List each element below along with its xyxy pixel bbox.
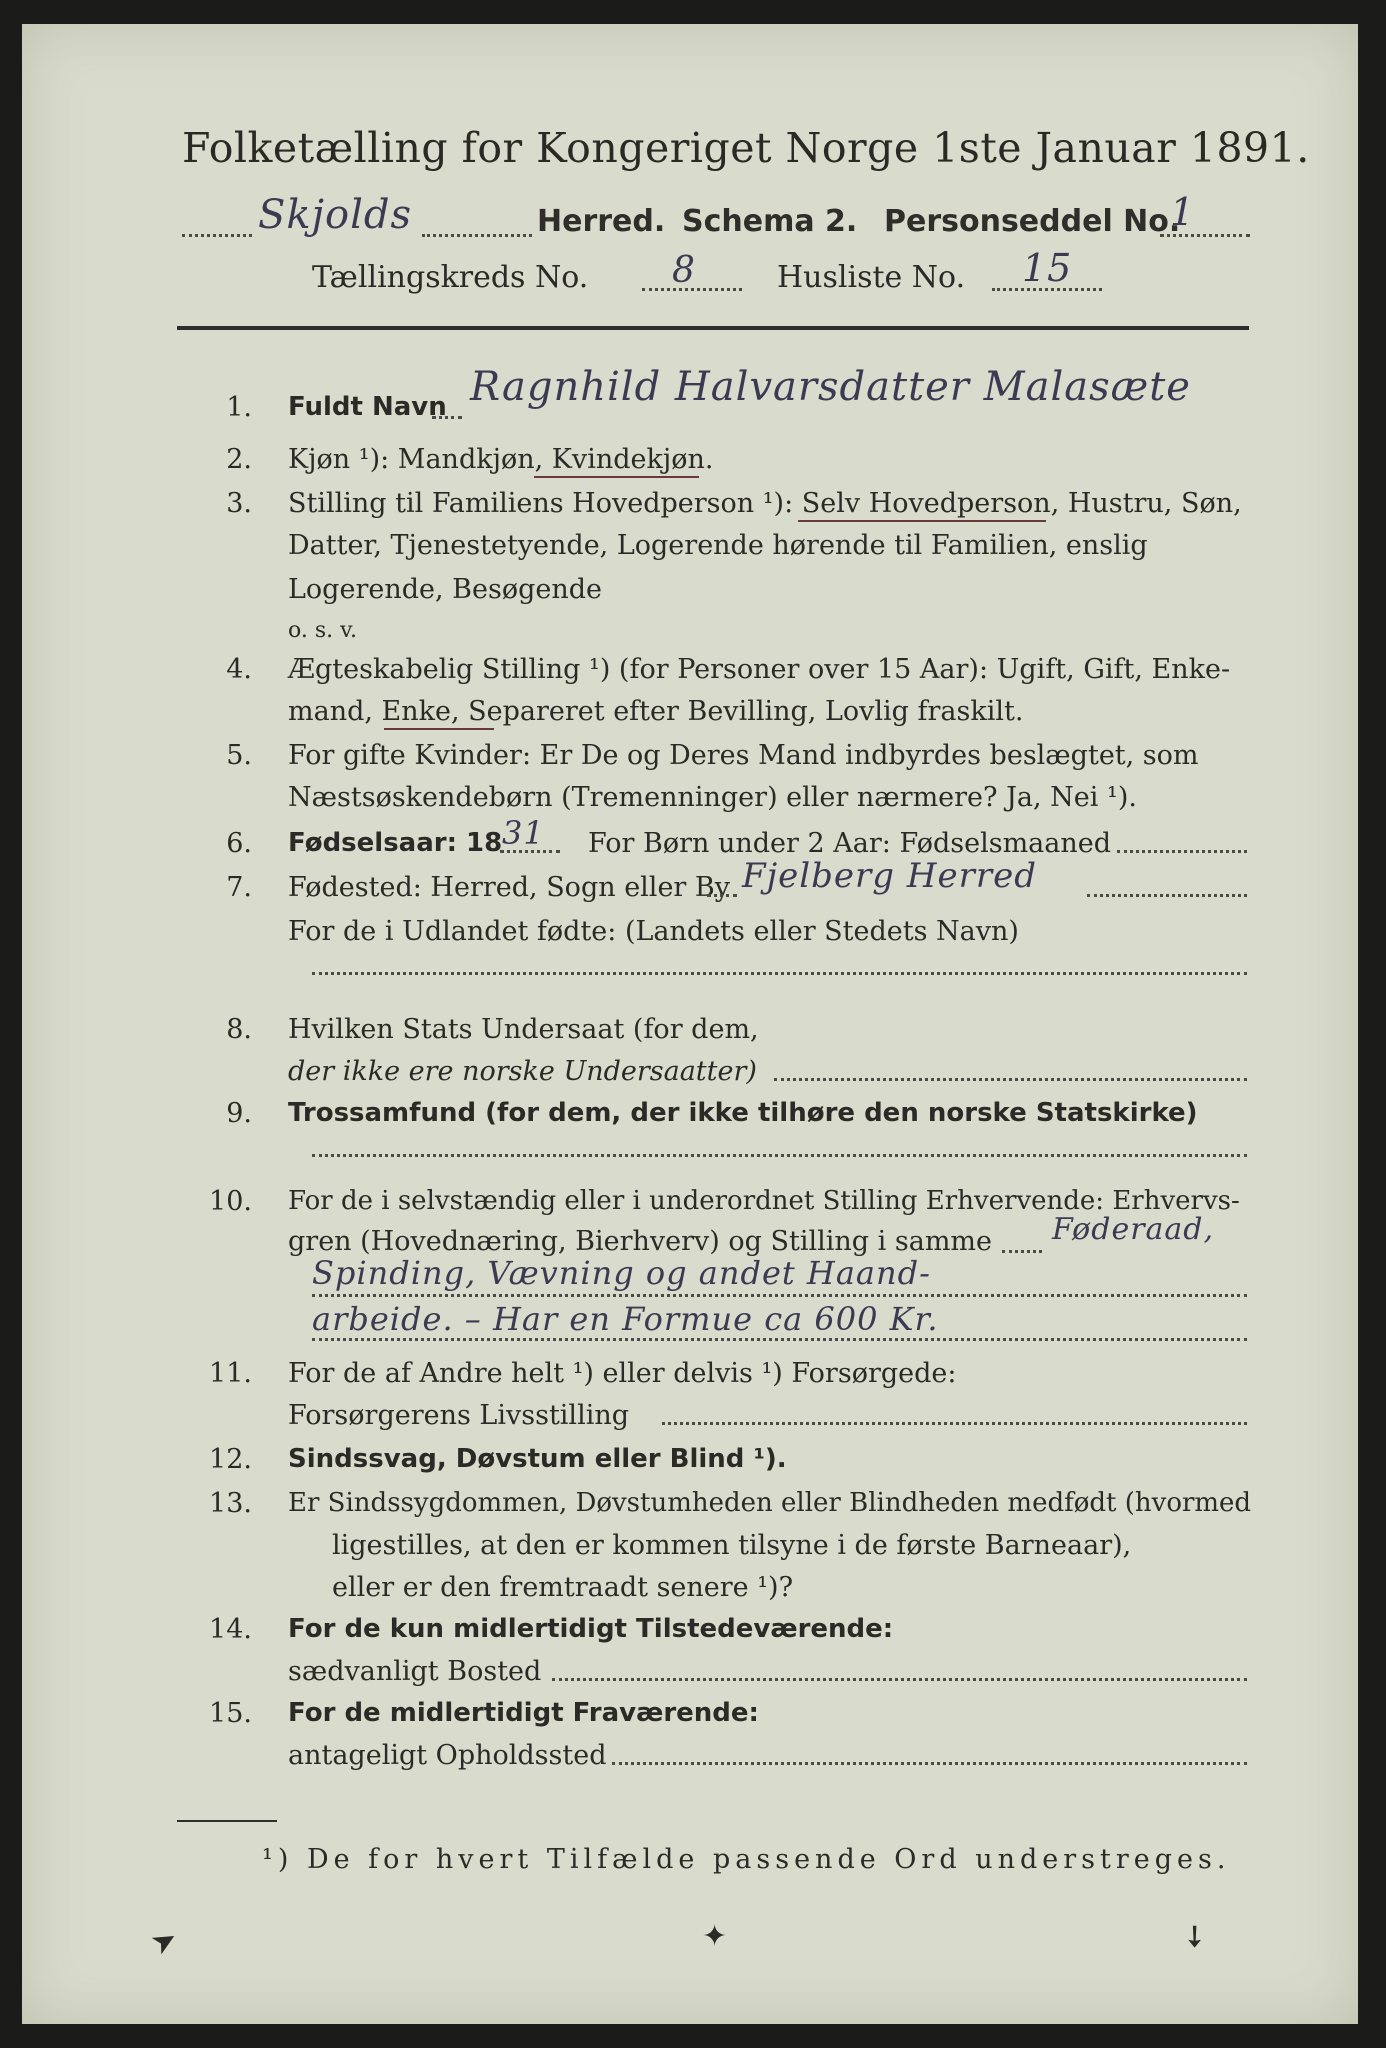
opholdssted-dotted-line xyxy=(612,1762,1247,1765)
item-label-kjon: Kjøn ¹): Mandkjøn, Kvindekjøn. xyxy=(288,444,714,475)
item-number: 7. xyxy=(226,872,252,903)
header-rule xyxy=(177,326,1249,330)
item-10-line-2: gren (Hovednæring, Bierhverv) og Stilling i samme xyxy=(288,1226,993,1257)
erhverv-dotted-line-3 xyxy=(312,1338,1247,1341)
footnote-rule xyxy=(177,1820,277,1822)
birth-year-dotted-line xyxy=(500,850,560,853)
item-label-gifte-kvinder: For gifte Kvinder: Er De og Deres Mand indbyrdes beslægtet, som xyxy=(288,740,1199,771)
fodested-dotted-line-2 xyxy=(1087,894,1247,897)
kreds-label: Tællingskreds No. xyxy=(312,260,589,295)
item-label-medfodt: Er Sindssygdommen, Døvstumheden eller Blindheden medfødt (hvormed xyxy=(288,1488,1252,1518)
personseddel-label: Personseddel No. xyxy=(884,204,1181,239)
item-label-erhverv: For de i selvstændig eller i underordnet Stilling Erhvervende: Erhvervs- xyxy=(288,1186,1240,1216)
item-4-line-2: mand, Enke, Separeret efter Bevilling, Lovlig fraskilt. xyxy=(288,696,1024,727)
fodested-answer-handwritten: Fjelberg Herred xyxy=(742,856,1038,896)
name-answer-handwritten: Ragnhild Halvarsdatter Malasæte xyxy=(470,364,1191,410)
selv-hovedperson-underline xyxy=(798,520,1046,522)
herred-name-handwritten: Skjolds xyxy=(258,192,413,238)
item-13-line-3: eller er den fremtraadt senere ¹)? xyxy=(332,1572,794,1603)
item-3-line-4: o. s. v. xyxy=(288,618,357,643)
item-5-line-2: Næstsøskendebørn (Tremenninger) eller nærmere? Ja, Nei ¹). xyxy=(288,782,1137,813)
fodselsmaaned-dotted-line xyxy=(1117,850,1247,853)
form-title: Folketælling for Kongeriget Norge 1ste Januar 1891. xyxy=(182,124,1310,172)
margin-mark-left: ➤ xyxy=(144,1920,185,1963)
erhverv-dotted-line-2 xyxy=(312,1294,1247,1297)
item-number: 10. xyxy=(209,1186,252,1217)
item-number: 4. xyxy=(226,654,252,685)
kreds-number: 8 xyxy=(672,250,696,291)
item-3-line-3: Logerende, Besøgende xyxy=(288,574,602,605)
birth-year-answer: 31 xyxy=(502,814,545,852)
trossamfund-dotted-line xyxy=(312,1154,1247,1157)
husliste-label: Husliste No. xyxy=(777,260,966,295)
item-label-stilling: Stilling til Familiens Hovedperson ¹): Selv Hovedperson, Hustru, Søn, xyxy=(288,488,1242,519)
item-label-forsorgede: For de af Andre helt ¹) eller delvis ¹) Forsørgede: xyxy=(288,1358,957,1389)
census-form-sheet xyxy=(22,24,1358,2024)
erhverv-answer-line-3: arbeide. – Har en Formue ca 600 Kr. xyxy=(312,1300,939,1338)
husliste-dotted-line xyxy=(992,288,1102,291)
item-15-line-2: antageligt Opholdssted xyxy=(288,1740,607,1771)
item-number: 3. xyxy=(226,488,252,519)
item-number: 9. xyxy=(226,1098,252,1129)
item-number: 1. xyxy=(226,392,252,423)
item-number: 14. xyxy=(209,1614,252,1645)
husliste-number: 15 xyxy=(1022,246,1073,290)
item-label-trossamfund: Trossamfund (for dem, der ikke tilhøre den norske Statskirke) xyxy=(288,1098,1198,1128)
item-label-fravaerende: For de midlertidigt Fraværende: xyxy=(288,1698,759,1728)
enke-underline xyxy=(384,728,494,730)
kreds-dotted-line xyxy=(642,288,742,291)
herred-dotted-line-2 xyxy=(422,234,532,237)
item-label-fodselsmaaned: For Børn under 2 Aar: Fødselsmaaned xyxy=(588,828,1112,859)
item-label-tilstedevaerende: For de kun midlertidigt Tilstedeværende: xyxy=(288,1614,894,1644)
personseddel-number: 1 xyxy=(1170,190,1196,234)
item-11-line-2: Forsørgerens Livsstilling xyxy=(288,1400,630,1431)
footnote: ¹) De for hvert Tilfælde passende Ord understreges. xyxy=(262,1844,1231,1875)
personseddel-dotted-line xyxy=(1160,234,1250,237)
erhverv-answer-line-1: Føderaad, xyxy=(1052,1212,1215,1247)
herred-label: Herred. xyxy=(537,204,666,239)
item-8-line-2: der ikke ere norske Undersaatter) xyxy=(288,1056,757,1087)
erhverv-dotted-line xyxy=(1002,1250,1042,1253)
item-number: 11. xyxy=(209,1358,252,1389)
schema-label: Schema 2. xyxy=(682,204,858,239)
item-number: 15. xyxy=(209,1698,252,1729)
margin-mark-center: ✦ xyxy=(702,1919,728,1954)
item-7-line-2: For de i Udlandet fødte: (Landets eller Stedets Navn) xyxy=(288,916,1019,947)
item-number: 13. xyxy=(209,1488,252,1519)
kvindekjon-underline xyxy=(534,476,699,478)
item-number: 2. xyxy=(226,444,252,475)
margin-mark-right: ➘ xyxy=(1173,1915,1216,1958)
undersaat-dotted-line xyxy=(774,1078,1247,1081)
item-label-undersaat: Hvilken Stats Undersaat (for dem, xyxy=(288,1014,759,1045)
fodested-dotted-line xyxy=(707,894,737,897)
item-13-line-2: ligestilles, at den er kommen tilsyne i de første Barneaar), xyxy=(332,1530,1132,1561)
item-label-fodested: Fødested: Herred, Sogn eller By xyxy=(288,872,731,903)
item-number: 5. xyxy=(226,740,252,771)
forsorger-dotted-line xyxy=(662,1422,1247,1425)
item-14-line-2: sædvanligt Bosted xyxy=(288,1656,542,1687)
erhverv-answer-line-2: Spinding, Vævning og andet Haand- xyxy=(312,1254,931,1292)
item-label-fuldt-navn: Fuldt Navn xyxy=(288,392,447,422)
item-number: 6. xyxy=(226,828,252,859)
item-label-aegteskabelig: Ægteskabelig Stilling ¹) (for Personer over 15 Aar): Ugift, Gift, Enke- xyxy=(288,654,1231,685)
herred-dotted-line xyxy=(182,234,252,237)
item-3-line-2: Datter, Tjenestetyende, Logerende hørende til Familien, enslig xyxy=(288,530,1148,561)
bosted-dotted-line xyxy=(552,1678,1247,1681)
name-dotted-line xyxy=(432,416,462,419)
item-label-sindssvag: Sindssvag, Døvstum eller Blind ¹). xyxy=(288,1444,787,1474)
item-label-fodselsaar: Fødselsaar: 18 xyxy=(288,828,503,858)
item-number: 8. xyxy=(226,1014,252,1045)
udlandet-dotted-line xyxy=(312,972,1247,975)
item-number: 12. xyxy=(209,1444,252,1475)
